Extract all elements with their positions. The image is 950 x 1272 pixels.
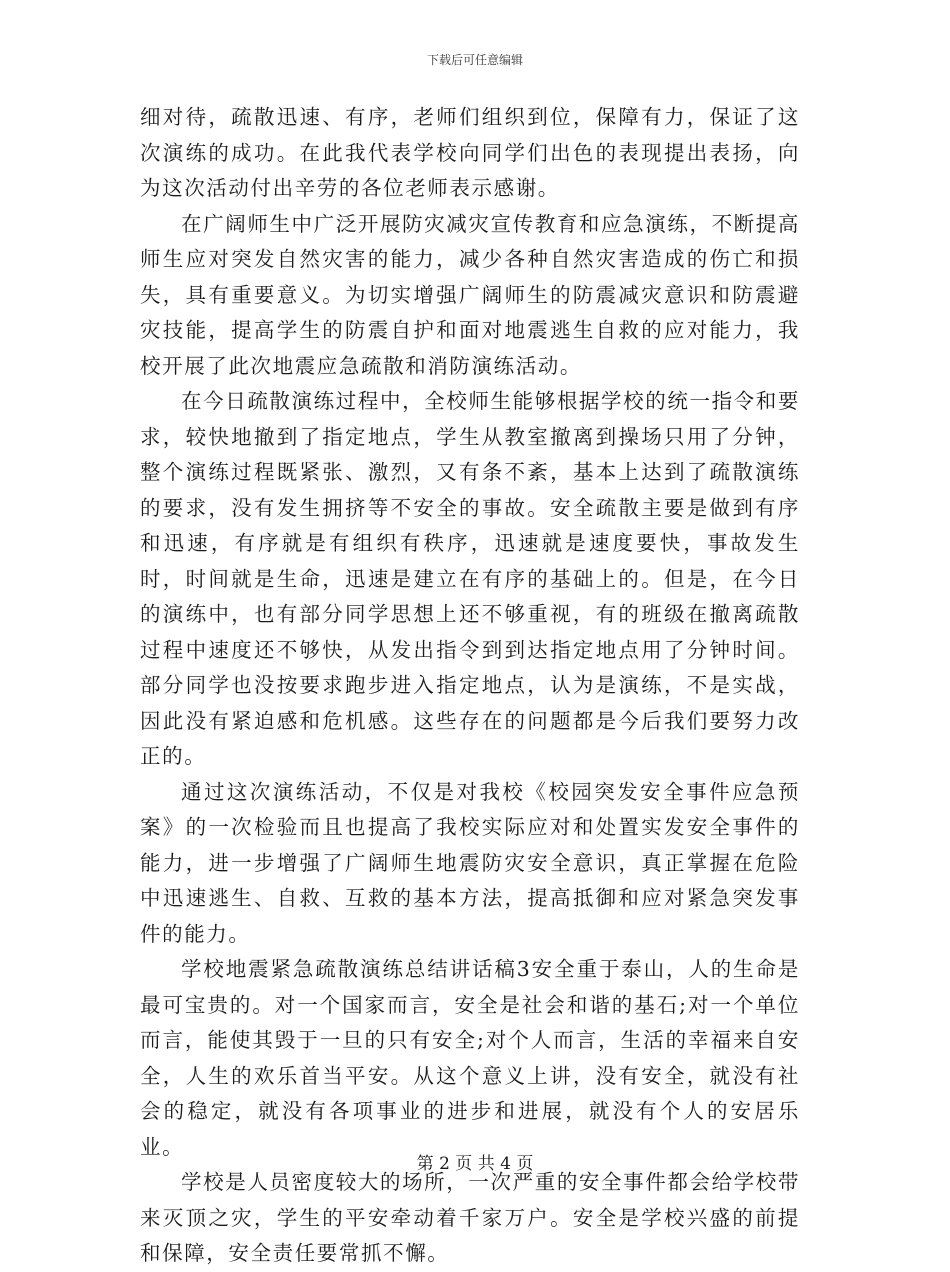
page-number: 第 2 页 共 4 页 bbox=[416, 1154, 534, 1174]
page-header: 下载后可任意编辑 bbox=[426, 53, 523, 67]
paragraph-drill-outcome: 通过这次演练活动，不仅是对我校《校园突发安全事件应急预案》的一次检验而且也提高了我校实际应对和处置实发安全事件的能力，进一步增强了广阔师生地震防灾安全意识，真正掌握在危险中迅速逃生、自救、互救的基本方法，提高抵御和应对紧急突发事件的能力。 bbox=[140, 779, 800, 946]
paragraph-drill-purpose: 在广阔师生中广泛开展防灾减灾宣传教育和应急演练，不断提高师生应对突发自然灾害的能力，减少各种自然灾害造成的伤亡和损失，具有重要意义。为切实增强广阔师生的防震减灾意识和防震避灾技能，提高学生的防震自护和面对地震逃生自救的应对能力，我校开展了此次地震应急疏散和消防演练活动。 bbox=[140, 211, 800, 378]
document-body bbox=[140, 100, 800, 1272]
paragraph-speech-3: 学校地震紧急疏散演练总结讲话稿3安全重于泰山，人的生命是最可宝贵的。对一个国家而言，安全是社会和谐的基石;对一个单位而言，能使其毁于一旦的只有安全;对个人而言，生活的幸福来自安全，人生的欢乐首当平安。从这个意义上讲，没有安全，就没有社会的稳定，就没有各项事业的进步和进展，就没有个人的安居乐业。 bbox=[140, 957, 800, 1159]
paragraph-continued: 细对待，疏散迅速、有序，老师们组织到位，保障有力，保证了这次演练的成功。在此我代表学校向同学们出色的表现提出表扬，向为这次活动付出辛劳的各位老师表示感谢。 bbox=[140, 105, 800, 200]
paragraph-school-safety: 学校是人员密度较大的场所，一次严重的安全事件都会给学校带来灭顶之灾，学生的平安牵动着千家万户。安全是学校兴盛的前提和保障，安全责任要常抓不懈。 bbox=[140, 1170, 800, 1265]
paragraph-drill-process: 在今日疏散演练过程中，全校师生能够根据学校的统一指令和要求，较快地撤到了指定地点，学生从教室撤离到操场只用了分钟，整个演练过程既紧张、激烈，又有条不紊，基本上达到了疏散演练的要求，没有发生拥挤等不安全的事故。安全疏散主要是做到有序和迅速，有序就是有组织有秩序，迅速就是速度要快，事故发生时，时间就是生命，迅速是建立在有序的基础上的。但是，在今日的演练中，也有部分同学思想上还不够重视，有的班级在撤离疏散过程中速度还不够快，从发出指令到到达指定地点用了分钟时间。部分同学也没按要求跑步进入指定地点，认为是演练，不是实战，因此没有紧迫感和危机感。这些存在的问题都是今后我们要努力改正的。 bbox=[140, 389, 800, 768]
